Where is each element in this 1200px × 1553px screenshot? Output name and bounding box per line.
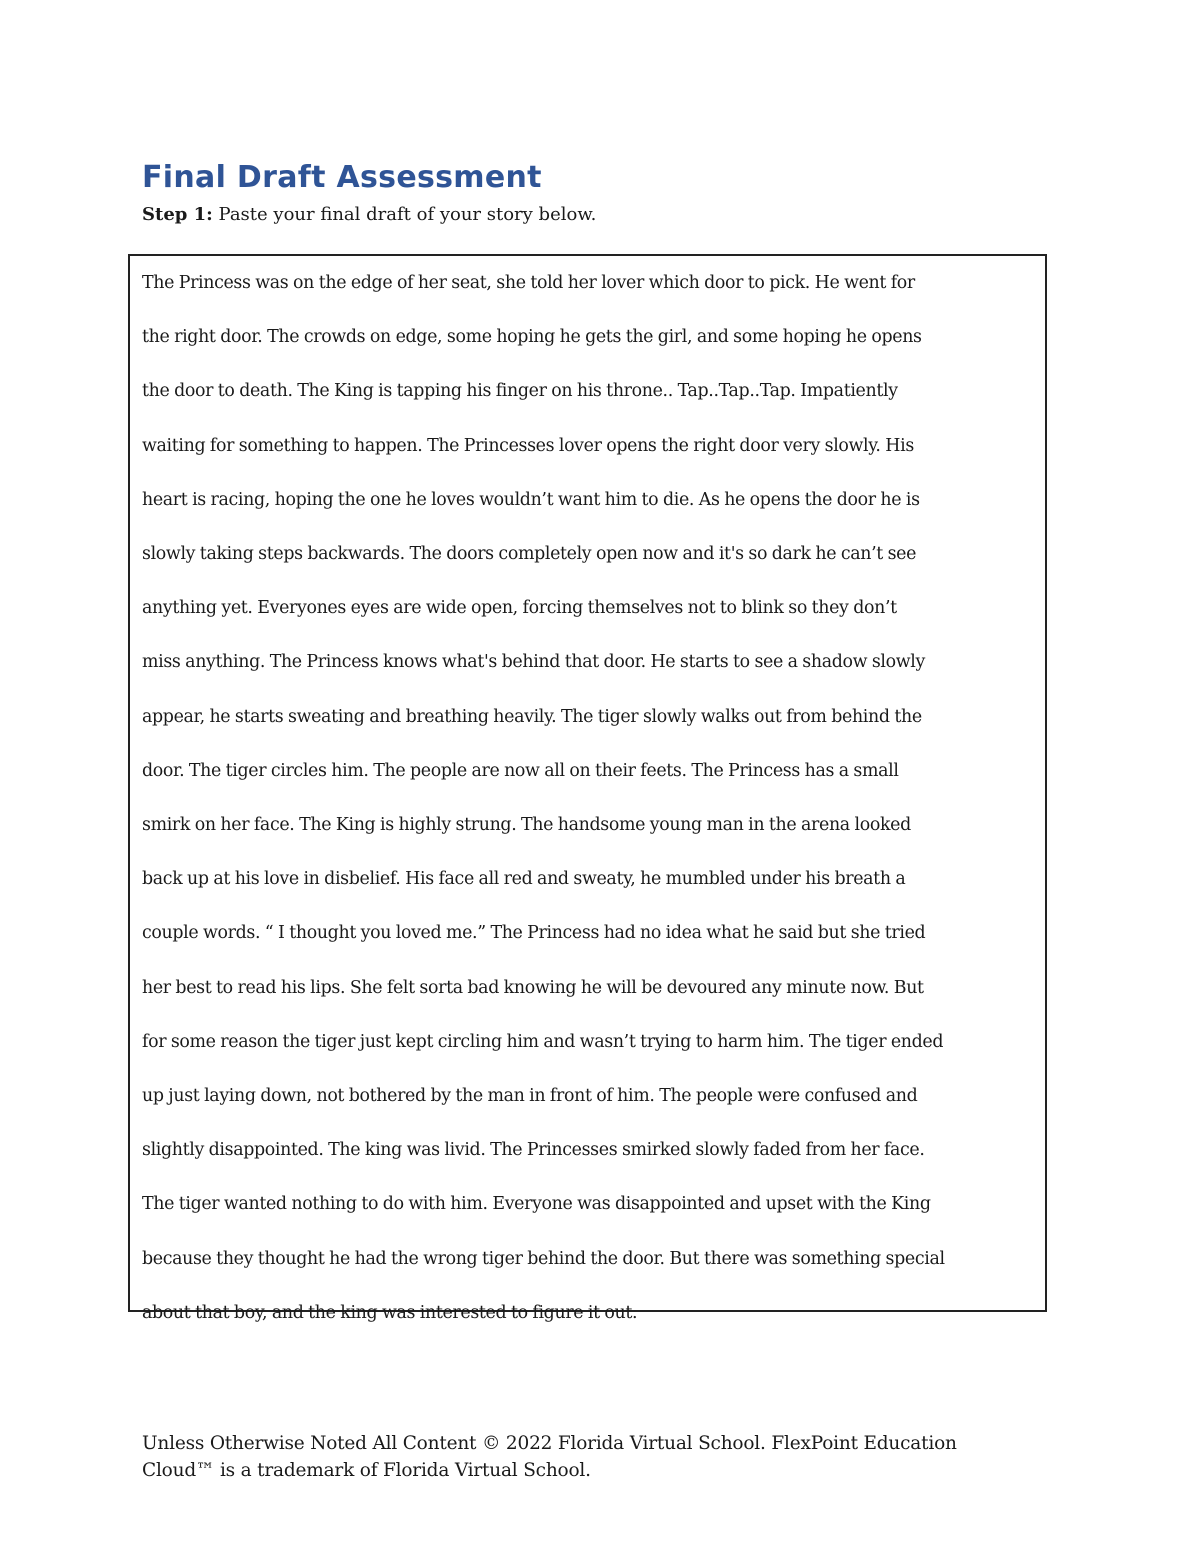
- story-text-box[interactable]: [128, 254, 1047, 1323]
- step-label: Step 1:: [142, 204, 213, 225]
- story-line: The tiger wanted nothing to do with him. Everyone was disappointed and upset with the King: [142, 1194, 931, 1215]
- story-line: anything yet. Everyones eyes are wide open, forcing themselves not to blink so they don’t: [142, 598, 897, 619]
- story-line: about that boy, and the king was interested to figure it out.: [142, 1302, 638, 1323]
- story-line: the right door. The crowds on edge, some hoping he gets the girl, and some hoping he opens: [142, 327, 922, 348]
- step-text: Paste your final draft of your story below.: [212, 204, 597, 225]
- story-line: because they thought he had the wrong tiger behind the door. But there was something special: [142, 1248, 945, 1269]
- story-line: miss anything. The Princess knows what's behind that door. He starts to see a shadow slowly: [142, 652, 925, 673]
- story-line: smirk on her face. The King is highly strung. The handsome young man in the arena looked: [142, 815, 911, 836]
- story-line: appear, he starts sweating and breathing heavily. The tiger slowly walks out from behind the: [142, 706, 922, 727]
- story-line: heart is racing, hoping the one he loves wouldn’t want him to die. As he opens the door he is: [142, 489, 920, 510]
- step-instruction: [142, 204, 596, 225]
- footer-line-1: Unless Otherwise Noted All Content © 2022 Florida Virtual School. FlexPoint Education: [142, 1433, 957, 1454]
- story-line: slightly disappointed. The king was livid. The Princesses smirked slowly faded from her face.: [142, 1140, 925, 1161]
- page-title: Final Draft Assessment: [142, 160, 542, 195]
- story-line: the door to death. The King is tapping his finger on his throne.. Tap..Tap..Tap. Impatiently: [142, 381, 898, 402]
- story-line: her best to read his lips. She felt sorta bad knowing he will be devoured any minute now. But: [142, 977, 924, 998]
- story-line: up just laying down, not bothered by the man in front of him. The people were confused and: [142, 1086, 918, 1107]
- story-line: The Princess was on the edge of her seat, she told her lover which door to pick. He went for: [142, 273, 915, 293]
- story-line: couple words. “ I thought you loved me.” The Princess had no idea what he said but she tried: [142, 923, 926, 944]
- copyright-footer: [142, 1430, 1042, 1484]
- story-line: slowly taking steps backwards. The doors completely open now and it's so dark he can’t see: [142, 544, 917, 565]
- story-line: for some reason the tiger just kept circling him and wasn’t trying to harm him. The tiger ended: [142, 1031, 944, 1052]
- footer-line-2: Cloud™ is a trademark of Florida Virtual School.: [142, 1460, 591, 1481]
- story-line: waiting for something to happen. The Princesses lover opens the right door very slowly. His: [142, 435, 914, 456]
- story-paragraph: [142, 256, 1042, 1340]
- story-line: door. The tiger circles him. The people are now all on their feets. The Princess has a small: [142, 760, 899, 781]
- story-line: back up at his love in disbelief. His face all red and sweaty, he mumbled under his breath a: [142, 869, 906, 890]
